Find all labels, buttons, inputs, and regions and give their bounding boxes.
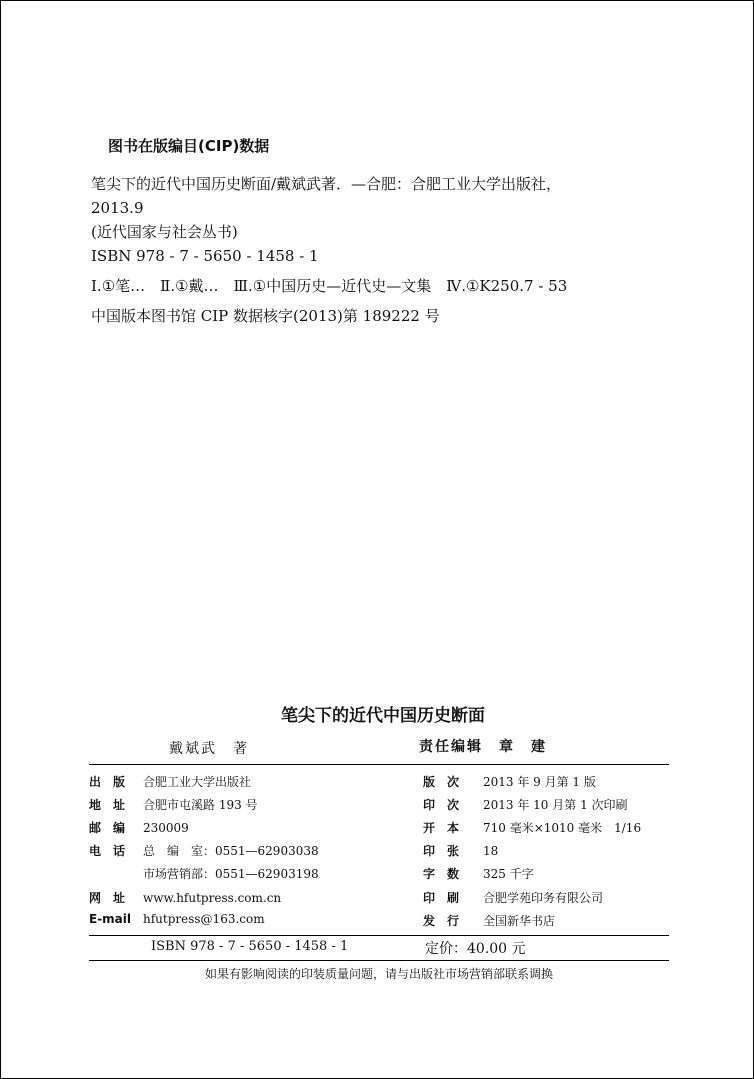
cip-heading: 图书在版编目(CIP)数据 xyxy=(108,137,270,155)
publisher-item: 出 版 合肥工业大学出版社 xyxy=(89,775,252,789)
address-item: 地 址 合肥市屯溪路 193 号 xyxy=(89,798,258,812)
printer-item: 印 刷 合肥学苑印务有限公司 xyxy=(423,891,604,905)
cip-record-number-line: 中国版本图书馆 CIP 数据核字(2013)第 189222 号 xyxy=(91,307,440,325)
isbn: ISBN 978 - 7 - 5650 - 1458 - 1 xyxy=(151,939,349,954)
distributor-item: 发 行 全国新华书店 xyxy=(423,914,556,928)
printing-time-item: 印 次 2013 年 10 月第 1 次印刷 xyxy=(423,798,628,812)
price: 定价：40.00 元 xyxy=(425,941,526,957)
website-item: 网 址 www.hfutpress.com.cn xyxy=(89,891,282,905)
author: 戴斌武 著 xyxy=(169,741,249,757)
quality-notice: 如果有影响阅读的印装质量问题，请与出版社市场营销部联系调换 xyxy=(204,967,553,981)
cip-series-line: (近代国家与社会丛书) xyxy=(91,223,238,241)
author-row xyxy=(89,736,669,762)
cip-title-line: 笔尖下的近代中国历史断面/戴斌武著．—合肥：合肥工业大学出版社， xyxy=(91,175,562,193)
postcode-item: 邮 编 230009 xyxy=(89,821,189,835)
cip-block xyxy=(91,135,691,328)
phone-item-2: 市场营销部：0551—62903198 xyxy=(143,867,319,881)
word-count-item: 字 数 325 千字 xyxy=(423,867,534,881)
publication-details xyxy=(89,765,669,935)
cip-isbn-line: ISBN 978 - 7 - 5650 - 1458 - 1 xyxy=(91,247,319,265)
book-title: 笔尖下的近代中国历史断面 xyxy=(281,706,485,726)
edition-item: 版 次 2013 年 9 月第 1 版 xyxy=(423,775,596,789)
email-item: E-mail hfutpress@163.com xyxy=(89,912,265,926)
cip-date-line: 2013.9 xyxy=(91,199,144,217)
isbn-rule xyxy=(89,960,669,961)
colophon-block xyxy=(89,701,669,994)
phone-item: 电 话 总 编 室：0551—62903038 xyxy=(89,844,319,858)
isbn-price-row xyxy=(89,936,669,960)
format-item: 开 本 710 毫米×1010 毫米 1/16 xyxy=(423,821,642,835)
sheets-item: 印 张 18 xyxy=(423,844,499,858)
cip-classification-line: Ⅰ.①笔… Ⅱ.①戴… Ⅲ.①中国历史—近代史—文集 Ⅳ.①K250.7 - 53 xyxy=(91,277,568,295)
responsible-editor: 责任编辑 章 建 xyxy=(419,739,547,755)
